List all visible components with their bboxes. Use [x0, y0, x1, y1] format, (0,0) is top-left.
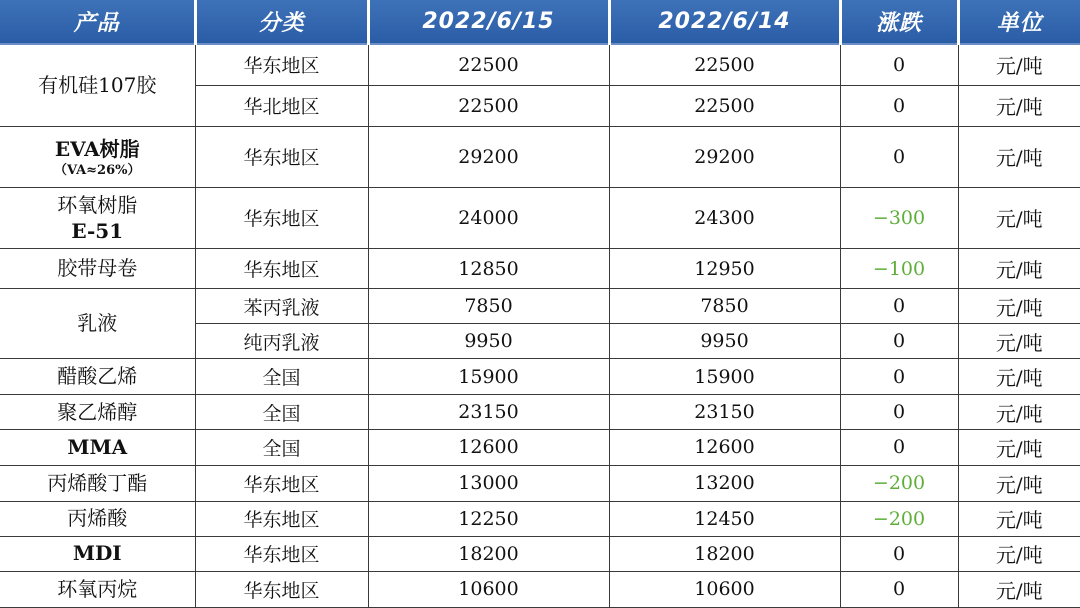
header-product: 产品 — [0, 0, 195, 44]
price-current-cell: 12850 — [368, 249, 609, 289]
change-cell: 0 — [840, 324, 958, 359]
price-current-cell: 24000 — [368, 187, 609, 248]
header-date-current: 2022/6/15 — [368, 0, 609, 44]
change-cell: 0 — [840, 395, 958, 430]
region-cell: 华东地区 — [195, 44, 368, 85]
product-name-sub: E-51 — [71, 219, 124, 244]
price-current-cell: 22500 — [368, 44, 609, 85]
price-current-cell: 7850 — [368, 289, 609, 324]
unit-cell: 元/吨 — [958, 359, 1080, 395]
price-current-cell: 12600 — [368, 430, 609, 465]
product-name-propylene-oxide: 环氧丙烷 — [0, 571, 195, 607]
region-cell: 华东地区 — [195, 571, 368, 607]
table-row — [0, 187, 1080, 248]
unit-cell: 元/吨 — [958, 571, 1080, 607]
price-previous-cell: 10600 — [609, 571, 840, 607]
price-previous-cell: 9950 — [609, 324, 840, 359]
product-name-mma: MMA — [0, 430, 195, 465]
region-cell: 全国 — [195, 430, 368, 465]
price-current-cell: 9950 — [368, 324, 609, 359]
region-cell: 全国 — [195, 395, 368, 430]
change-cell: 0 — [840, 44, 958, 85]
unit-cell: 元/吨 — [958, 465, 1080, 501]
header-unit: 单位 — [958, 0, 1080, 44]
unit-cell: 元/吨 — [958, 126, 1080, 187]
unit-cell: 元/吨 — [958, 324, 1080, 359]
product-name-emulsion: 乳液 — [0, 289, 195, 359]
price-current-cell: 23150 — [368, 395, 609, 430]
unit-cell: 元/吨 — [958, 430, 1080, 465]
change-cell: 0 — [840, 126, 958, 187]
price-previous-cell: 12450 — [609, 501, 840, 536]
unit-cell: 元/吨 — [958, 249, 1080, 289]
price-previous-cell: 23150 — [609, 395, 840, 430]
change-cell: 0 — [840, 536, 958, 571]
table-row — [0, 289, 1080, 324]
change-cell: 0 — [840, 571, 958, 607]
change-cell: 0 — [840, 359, 958, 395]
product-name-pva: 聚乙烯醇 — [0, 395, 195, 430]
region-cell: 华北地区 — [195, 85, 368, 126]
region-cell: 华东地区 — [195, 465, 368, 501]
unit-cell: 元/吨 — [958, 289, 1080, 324]
price-current-cell: 12250 — [368, 501, 609, 536]
price-previous-cell: 22500 — [609, 85, 840, 126]
region-cell: 华东地区 — [195, 187, 368, 248]
price-previous-cell: 13200 — [609, 465, 840, 501]
price-previous-cell: 15900 — [609, 359, 840, 395]
table-row — [0, 359, 1080, 395]
region-cell: 华东地区 — [195, 249, 368, 289]
table-row — [0, 465, 1080, 501]
header-row — [0, 0, 1080, 44]
price-previous-cell: 7850 — [609, 289, 840, 324]
table-body — [0, 44, 1080, 608]
table-row — [0, 571, 1080, 607]
header-change: 涨跌 — [840, 0, 958, 44]
product-name-mdi: MDI — [0, 536, 195, 571]
product-name-butyl-acrylate: 丙烯酸丁酯 — [0, 465, 195, 501]
unit-cell: 元/吨 — [958, 536, 1080, 571]
unit-cell: 元/吨 — [958, 85, 1080, 126]
product-name-vinyl-acetate: 醋酸乙烯 — [0, 359, 195, 395]
product-name-eva — [0, 126, 195, 187]
price-previous-cell: 12600 — [609, 430, 840, 465]
unit-cell: 元/吨 — [958, 44, 1080, 85]
region-cell: 纯丙乳液 — [195, 324, 368, 359]
price-current-cell: 15900 — [368, 359, 609, 395]
price-current-cell: 22500 — [368, 85, 609, 126]
table-header — [0, 0, 1080, 44]
header-category: 分类 — [195, 0, 368, 44]
header-date-previous: 2022/6/14 — [609, 0, 840, 44]
price-current-cell: 10600 — [368, 571, 609, 607]
product-name-sub: （VA≈26%） — [54, 162, 141, 178]
region-cell: 全国 — [195, 359, 368, 395]
unit-cell: 元/吨 — [958, 395, 1080, 430]
change-cell: −200 — [840, 465, 958, 501]
product-name-tape-roll: 胶带母卷 — [0, 249, 195, 289]
price-previous-cell: 18200 — [609, 536, 840, 571]
price-current-cell: 13000 — [368, 465, 609, 501]
change-cell: −200 — [840, 501, 958, 536]
product-name-main: EVA树脂 — [54, 136, 140, 161]
price-previous-cell: 22500 — [609, 44, 840, 85]
change-cell: 0 — [840, 289, 958, 324]
table-row — [0, 44, 1080, 85]
region-cell: 苯丙乳液 — [195, 289, 368, 324]
region-cell: 华东地区 — [195, 126, 368, 187]
change-cell: 0 — [840, 430, 958, 465]
price-previous-cell: 24300 — [609, 187, 840, 248]
product-name-main: 环氧树脂 — [57, 193, 138, 218]
unit-cell: 元/吨 — [958, 501, 1080, 536]
region-cell: 华东地区 — [195, 501, 368, 536]
product-name-epoxy-resin — [0, 187, 195, 248]
change-cell: −100 — [840, 249, 958, 289]
table-row — [0, 395, 1080, 430]
table-row — [0, 430, 1080, 465]
table-row — [0, 126, 1080, 187]
change-cell: −300 — [840, 187, 958, 248]
price-previous-cell: 29200 — [609, 126, 840, 187]
change-cell: 0 — [840, 85, 958, 126]
unit-cell: 元/吨 — [958, 187, 1080, 248]
table-row — [0, 249, 1080, 289]
region-cell: 华东地区 — [195, 536, 368, 571]
price-current-cell: 18200 — [368, 536, 609, 571]
product-name-acrylic-acid: 丙烯酸 — [0, 501, 195, 536]
table-row — [0, 536, 1080, 571]
product-name-silicone: 有机硅107胶 — [0, 44, 195, 126]
price-previous-cell: 12950 — [609, 249, 840, 289]
table-row — [0, 501, 1080, 536]
price-current-cell: 29200 — [368, 126, 609, 187]
